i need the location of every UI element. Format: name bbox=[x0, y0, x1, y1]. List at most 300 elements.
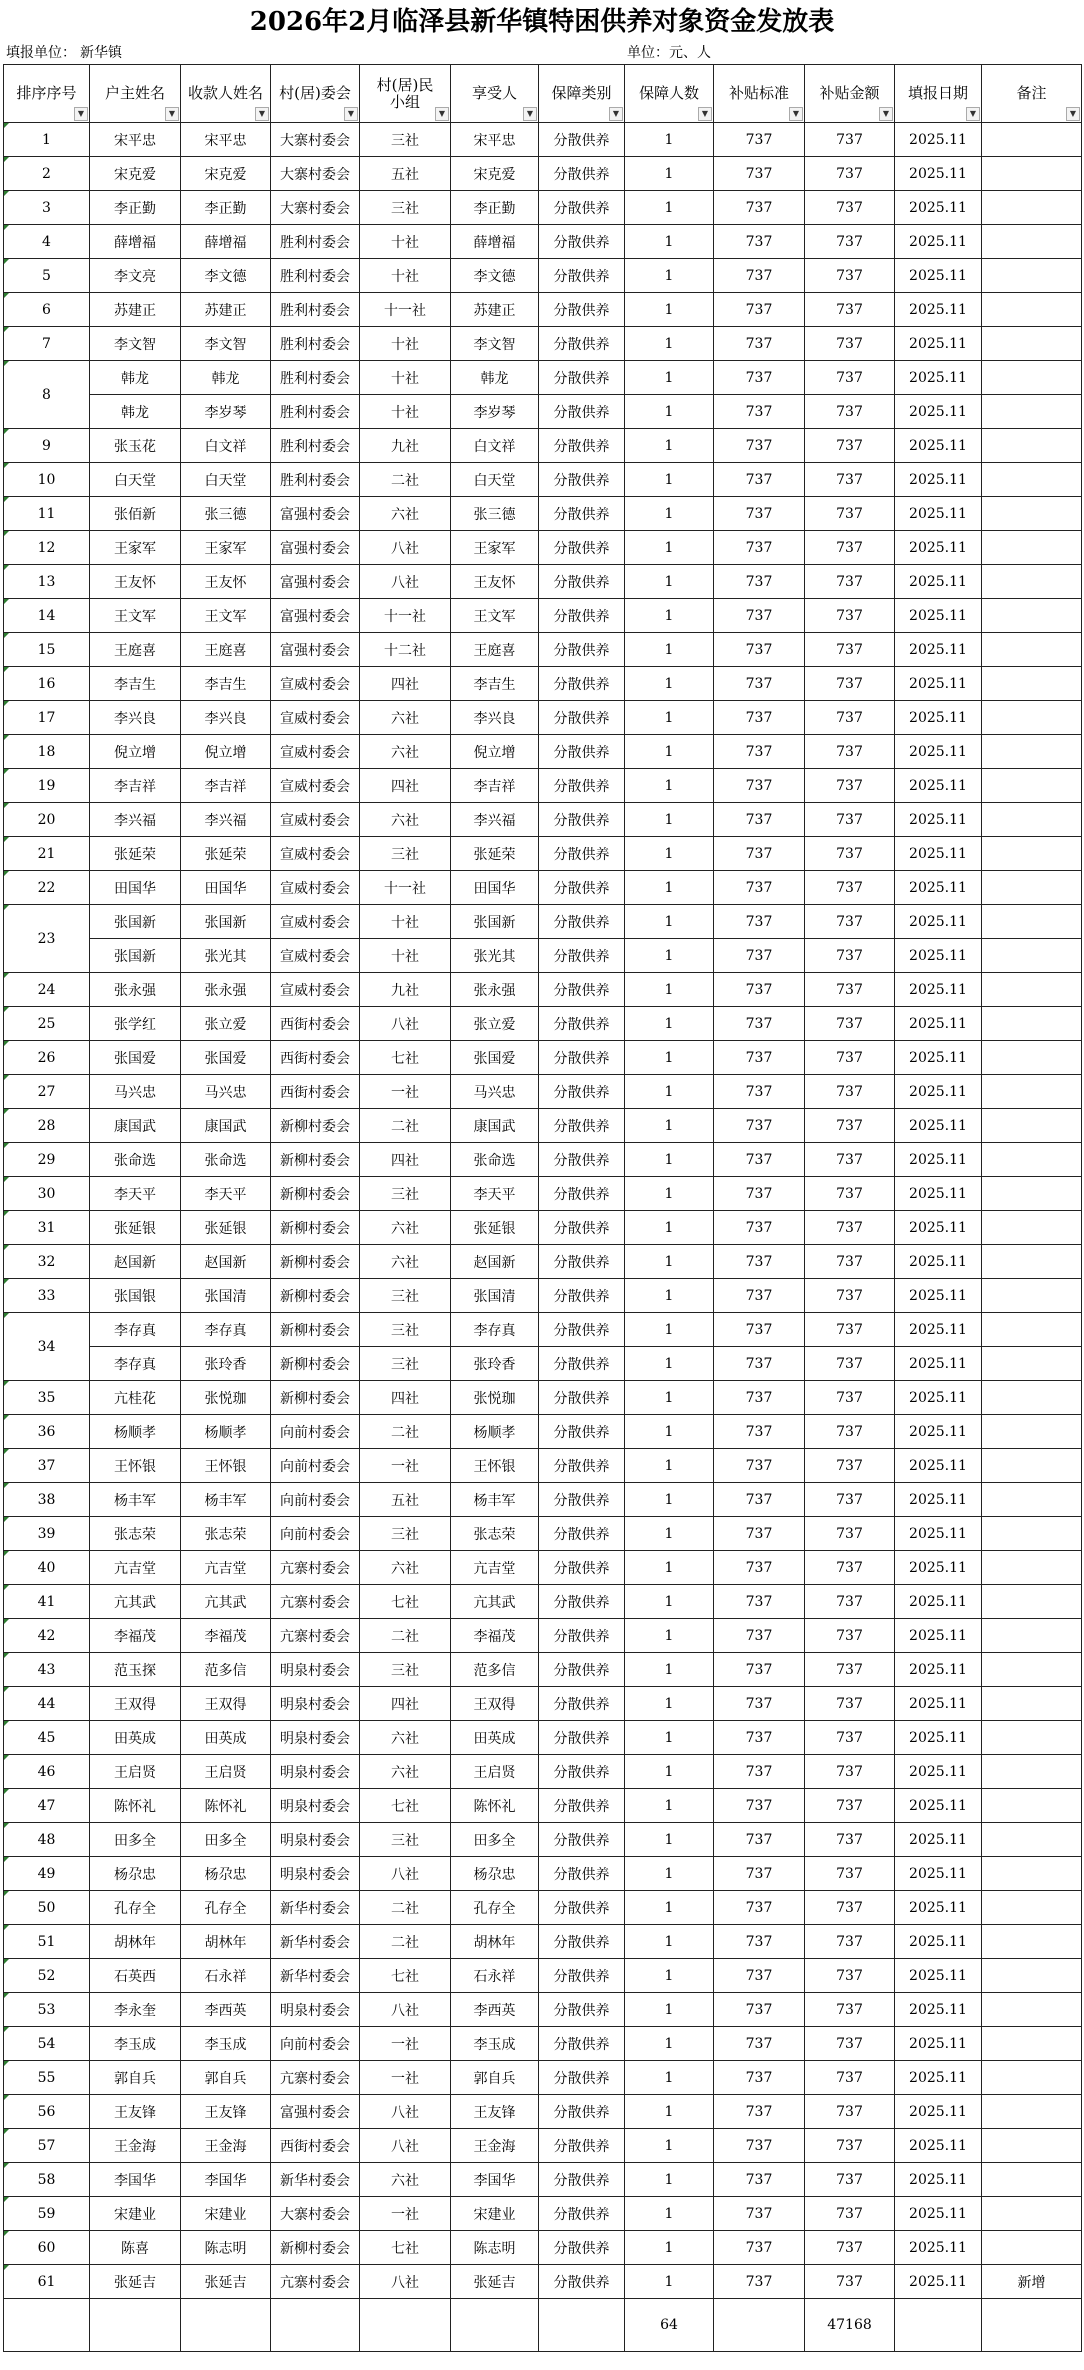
village-cell[interactable]: 西街村委会 bbox=[271, 1041, 360, 1075]
household-head-cell[interactable]: 马兴忠 bbox=[90, 1075, 181, 1109]
count-cell[interactable]: 1 bbox=[625, 735, 714, 769]
payee-cell[interactable]: 张玲香 bbox=[181, 1347, 271, 1381]
standard-cell[interactable]: 737 bbox=[714, 871, 805, 905]
beneficiary-cell[interactable]: 倪立增 bbox=[451, 735, 539, 769]
village-cell[interactable]: 宣威村委会 bbox=[271, 973, 360, 1007]
category-cell[interactable]: 分散供养 bbox=[539, 1177, 625, 1211]
count-cell[interactable]: 1 bbox=[625, 1143, 714, 1177]
household-head-cell[interactable]: 康国武 bbox=[90, 1109, 181, 1143]
count-cell[interactable]: 1 bbox=[625, 1891, 714, 1925]
amount-cell[interactable]: 737 bbox=[805, 123, 895, 157]
household-head-cell[interactable]: 李国华 bbox=[90, 2163, 181, 2197]
totals-cell[interactable] bbox=[90, 2299, 181, 2352]
category-cell[interactable]: 分散供养 bbox=[539, 225, 625, 259]
standard-cell[interactable]: 737 bbox=[714, 667, 805, 701]
category-cell[interactable]: 分散供养 bbox=[539, 1585, 625, 1619]
household-head-cell[interactable]: 范玉探 bbox=[90, 1653, 181, 1687]
count-cell[interactable]: 1 bbox=[625, 1075, 714, 1109]
count-cell[interactable]: 1 bbox=[625, 497, 714, 531]
beneficiary-cell[interactable]: 苏建正 bbox=[451, 293, 539, 327]
count-cell[interactable]: 1 bbox=[625, 769, 714, 803]
household-head-cell[interactable]: 张国新 bbox=[90, 905, 181, 939]
count-cell[interactable]: 1 bbox=[625, 1483, 714, 1517]
beneficiary-cell[interactable]: 李玉成 bbox=[451, 2027, 539, 2061]
standard-cell[interactable]: 737 bbox=[714, 2061, 805, 2095]
date-cell[interactable]: 2025.11 bbox=[895, 327, 982, 361]
seq-cell[interactable]: 39 bbox=[4, 1517, 90, 1551]
beneficiary-cell[interactable]: 张延银 bbox=[451, 1211, 539, 1245]
household-head-cell[interactable]: 亢其武 bbox=[90, 1585, 181, 1619]
count-cell[interactable]: 1 bbox=[625, 259, 714, 293]
amount-cell[interactable]: 737 bbox=[805, 871, 895, 905]
count-cell[interactable]: 1 bbox=[625, 1415, 714, 1449]
header-seq[interactable] bbox=[4, 65, 90, 123]
village-cell[interactable]: 新柳村委会 bbox=[271, 2231, 360, 2265]
category-cell[interactable]: 分散供养 bbox=[539, 1823, 625, 1857]
village-cell[interactable]: 富强村委会 bbox=[271, 633, 360, 667]
village-cell[interactable]: 亢寨村委会 bbox=[271, 1619, 360, 1653]
payee-cell[interactable]: 田英成 bbox=[181, 1721, 271, 1755]
group-cell[interactable]: 十社 bbox=[360, 939, 451, 973]
group-cell[interactable]: 八社 bbox=[360, 565, 451, 599]
group-cell[interactable]: 一社 bbox=[360, 2197, 451, 2231]
date-cell[interactable]: 2025.11 bbox=[895, 803, 982, 837]
count-cell[interactable]: 1 bbox=[625, 157, 714, 191]
seq-cell[interactable]: 35 bbox=[4, 1381, 90, 1415]
category-cell[interactable]: 分散供养 bbox=[539, 395, 625, 429]
date-cell[interactable]: 2025.11 bbox=[895, 293, 982, 327]
category-cell[interactable]: 分散供养 bbox=[539, 667, 625, 701]
standard-cell[interactable]: 737 bbox=[714, 735, 805, 769]
beneficiary-cell[interactable]: 李岁琴 bbox=[451, 395, 539, 429]
group-cell[interactable]: 九社 bbox=[360, 429, 451, 463]
amount-cell[interactable]: 737 bbox=[805, 973, 895, 1007]
household-head-cell[interactable]: 张国银 bbox=[90, 1279, 181, 1313]
village-cell[interactable]: 新华村委会 bbox=[271, 1959, 360, 1993]
standard-cell[interactable]: 737 bbox=[714, 2027, 805, 2061]
seq-cell[interactable]: 50 bbox=[4, 1891, 90, 1925]
household-head-cell[interactable]: 张佰新 bbox=[90, 497, 181, 531]
beneficiary-cell[interactable]: 宋建业 bbox=[451, 2197, 539, 2231]
payee-cell[interactable]: 王友怀 bbox=[181, 565, 271, 599]
seq-cell[interactable]: 21 bbox=[4, 837, 90, 871]
group-cell[interactable]: 四社 bbox=[360, 1381, 451, 1415]
payee-cell[interactable]: 张国爱 bbox=[181, 1041, 271, 1075]
count-cell[interactable]: 1 bbox=[625, 1993, 714, 2027]
amount-cell[interactable]: 737 bbox=[805, 463, 895, 497]
standard-cell[interactable]: 737 bbox=[714, 1211, 805, 1245]
category-cell[interactable]: 分散供养 bbox=[539, 1993, 625, 2027]
group-cell[interactable]: 四社 bbox=[360, 667, 451, 701]
count-cell[interactable]: 1 bbox=[625, 2095, 714, 2129]
household-head-cell[interactable]: 郭自兵 bbox=[90, 2061, 181, 2095]
category-cell[interactable]: 分散供养 bbox=[539, 837, 625, 871]
date-cell[interactable]: 2025.11 bbox=[895, 1449, 982, 1483]
group-cell[interactable]: 十二社 bbox=[360, 633, 451, 667]
amount-cell[interactable]: 737 bbox=[805, 769, 895, 803]
seq-cell[interactable]: 60 bbox=[4, 2231, 90, 2265]
household-head-cell[interactable]: 宋平忠 bbox=[90, 123, 181, 157]
household-head-cell[interactable]: 李文智 bbox=[90, 327, 181, 361]
count-cell[interactable]: 1 bbox=[625, 225, 714, 259]
standard-cell[interactable]: 737 bbox=[714, 1007, 805, 1041]
date-cell[interactable]: 2025.11 bbox=[895, 1857, 982, 1891]
count-cell[interactable]: 1 bbox=[625, 565, 714, 599]
standard-cell[interactable]: 737 bbox=[714, 2163, 805, 2197]
group-cell[interactable]: 四社 bbox=[360, 1143, 451, 1177]
amount-cell[interactable]: 737 bbox=[805, 1993, 895, 2027]
payee-cell[interactable]: 李吉祥 bbox=[181, 769, 271, 803]
note-cell[interactable] bbox=[982, 1619, 1082, 1653]
amount-cell[interactable]: 737 bbox=[805, 1415, 895, 1449]
seq-cell[interactable]: 32 bbox=[4, 1245, 90, 1279]
group-cell[interactable]: 六社 bbox=[360, 803, 451, 837]
seq-cell[interactable]: 3 bbox=[4, 191, 90, 225]
beneficiary-cell[interactable]: 赵国新 bbox=[451, 1245, 539, 1279]
note-cell[interactable] bbox=[982, 1517, 1082, 1551]
seq-cell[interactable]: 12 bbox=[4, 531, 90, 565]
group-cell[interactable]: 八社 bbox=[360, 2265, 451, 2299]
date-cell[interactable]: 2025.11 bbox=[895, 939, 982, 973]
payee-cell[interactable]: 张永强 bbox=[181, 973, 271, 1007]
seq-cell[interactable]: 6 bbox=[4, 293, 90, 327]
category-cell[interactable]: 分散供养 bbox=[539, 1279, 625, 1313]
beneficiary-cell[interactable]: 张延荣 bbox=[451, 837, 539, 871]
household-head-cell[interactable]: 田英成 bbox=[90, 1721, 181, 1755]
beneficiary-cell[interactable]: 康国武 bbox=[451, 1109, 539, 1143]
date-cell[interactable]: 2025.11 bbox=[895, 871, 982, 905]
group-cell[interactable]: 六社 bbox=[360, 497, 451, 531]
category-cell[interactable]: 分散供养 bbox=[539, 2197, 625, 2231]
count-cell[interactable]: 1 bbox=[625, 191, 714, 225]
note-cell[interactable] bbox=[982, 701, 1082, 735]
payee-cell[interactable]: 李正勤 bbox=[181, 191, 271, 225]
date-cell[interactable]: 2025.11 bbox=[895, 191, 982, 225]
seq-cell[interactable]: 61 bbox=[4, 2265, 90, 2299]
payee-cell[interactable]: 李福茂 bbox=[181, 1619, 271, 1653]
date-cell[interactable]: 2025.11 bbox=[895, 1483, 982, 1517]
household-head-cell[interactable]: 王友锋 bbox=[90, 2095, 181, 2129]
count-cell[interactable]: 1 bbox=[625, 701, 714, 735]
household-head-cell[interactable]: 李兴良 bbox=[90, 701, 181, 735]
payee-cell[interactable]: 康国武 bbox=[181, 1109, 271, 1143]
note-cell[interactable] bbox=[982, 2163, 1082, 2197]
household-head-cell[interactable]: 白天堂 bbox=[90, 463, 181, 497]
seq-cell[interactable]: 34 bbox=[4, 1313, 90, 1381]
date-cell[interactable]: 2025.11 bbox=[895, 1279, 982, 1313]
count-cell[interactable]: 1 bbox=[625, 531, 714, 565]
totals-cell[interactable] bbox=[895, 2299, 982, 2352]
header-village[interactable] bbox=[271, 65, 360, 123]
date-cell[interactable]: 2025.11 bbox=[895, 429, 982, 463]
payee-cell[interactable]: 李文智 bbox=[181, 327, 271, 361]
count-cell[interactable]: 1 bbox=[625, 123, 714, 157]
date-cell[interactable]: 2025.11 bbox=[895, 1687, 982, 1721]
note-cell[interactable] bbox=[982, 395, 1082, 429]
amount-cell[interactable]: 737 bbox=[805, 157, 895, 191]
household-head-cell[interactable]: 张延银 bbox=[90, 1211, 181, 1245]
seq-cell[interactable]: 14 bbox=[4, 599, 90, 633]
amount-cell[interactable]: 737 bbox=[805, 2095, 895, 2129]
village-cell[interactable]: 新柳村委会 bbox=[271, 1177, 360, 1211]
group-cell[interactable]: 八社 bbox=[360, 2129, 451, 2163]
note-cell[interactable] bbox=[982, 2061, 1082, 2095]
village-cell[interactable]: 亢寨村委会 bbox=[271, 2061, 360, 2095]
count-cell[interactable]: 1 bbox=[625, 1721, 714, 1755]
standard-cell[interactable]: 737 bbox=[714, 225, 805, 259]
seq-cell[interactable]: 47 bbox=[4, 1789, 90, 1823]
beneficiary-cell[interactable]: 石永祥 bbox=[451, 1959, 539, 1993]
seq-cell[interactable]: 59 bbox=[4, 2197, 90, 2231]
note-cell[interactable] bbox=[982, 1075, 1082, 1109]
beneficiary-cell[interactable]: 薛增福 bbox=[451, 225, 539, 259]
amount-cell[interactable]: 737 bbox=[805, 293, 895, 327]
group-cell[interactable]: 八社 bbox=[360, 1857, 451, 1891]
village-cell[interactable]: 新柳村委会 bbox=[271, 1109, 360, 1143]
village-cell[interactable]: 明泉村委会 bbox=[271, 1789, 360, 1823]
group-cell[interactable]: 八社 bbox=[360, 1007, 451, 1041]
payee-cell[interactable]: 张延荣 bbox=[181, 837, 271, 871]
payee-cell[interactable]: 张国清 bbox=[181, 1279, 271, 1313]
note-cell[interactable] bbox=[982, 225, 1082, 259]
count-cell[interactable]: 1 bbox=[625, 2061, 714, 2095]
payee-cell[interactable]: 马兴忠 bbox=[181, 1075, 271, 1109]
standard-cell[interactable]: 737 bbox=[714, 1075, 805, 1109]
category-cell[interactable]: 分散供养 bbox=[539, 1143, 625, 1177]
standard-cell[interactable]: 737 bbox=[714, 633, 805, 667]
village-cell[interactable]: 富强村委会 bbox=[271, 599, 360, 633]
household-head-cell[interactable]: 王文军 bbox=[90, 599, 181, 633]
header-amount[interactable] bbox=[805, 65, 895, 123]
amount-cell[interactable]: 737 bbox=[805, 395, 895, 429]
category-cell[interactable]: 分散供养 bbox=[539, 973, 625, 1007]
village-cell[interactable]: 富强村委会 bbox=[271, 531, 360, 565]
payee-cell[interactable]: 石永祥 bbox=[181, 1959, 271, 1993]
beneficiary-cell[interactable]: 杨丰军 bbox=[451, 1483, 539, 1517]
group-cell[interactable]: 三社 bbox=[360, 1279, 451, 1313]
payee-cell[interactable]: 李天平 bbox=[181, 1177, 271, 1211]
amount-cell[interactable]: 737 bbox=[805, 361, 895, 395]
amount-cell[interactable]: 737 bbox=[805, 667, 895, 701]
amount-cell[interactable]: 737 bbox=[805, 259, 895, 293]
village-cell[interactable]: 亢寨村委会 bbox=[271, 1551, 360, 1585]
count-cell[interactable]: 1 bbox=[625, 1347, 714, 1381]
payee-cell[interactable]: 胡林年 bbox=[181, 1925, 271, 1959]
filter-dropdown-icon[interactable]: ▼ bbox=[435, 107, 449, 121]
group-cell[interactable]: 一社 bbox=[360, 2061, 451, 2095]
payee-cell[interactable]: 张立爱 bbox=[181, 1007, 271, 1041]
payee-cell[interactable]: 张志荣 bbox=[181, 1517, 271, 1551]
seq-cell[interactable]: 55 bbox=[4, 2061, 90, 2095]
count-cell[interactable]: 1 bbox=[625, 1313, 714, 1347]
village-cell[interactable]: 宣威村委会 bbox=[271, 905, 360, 939]
count-cell[interactable]: 1 bbox=[625, 1687, 714, 1721]
standard-cell[interactable]: 737 bbox=[714, 1347, 805, 1381]
seq-cell[interactable]: 5 bbox=[4, 259, 90, 293]
standard-cell[interactable]: 737 bbox=[714, 599, 805, 633]
count-cell[interactable]: 1 bbox=[625, 1755, 714, 1789]
village-cell[interactable]: 胜利村委会 bbox=[271, 395, 360, 429]
category-cell[interactable]: 分散供养 bbox=[539, 1517, 625, 1551]
category-cell[interactable]: 分散供养 bbox=[539, 1619, 625, 1653]
household-head-cell[interactable]: 李正勤 bbox=[90, 191, 181, 225]
group-cell[interactable]: 八社 bbox=[360, 1993, 451, 2027]
village-cell[interactable]: 胜利村委会 bbox=[271, 327, 360, 361]
group-cell[interactable]: 六社 bbox=[360, 2163, 451, 2197]
totals-cell[interactable] bbox=[539, 2299, 625, 2352]
category-cell[interactable]: 分散供养 bbox=[539, 2061, 625, 2095]
filter-dropdown-icon[interactable]: ▼ bbox=[1066, 107, 1080, 121]
payee-cell[interactable]: 张光其 bbox=[181, 939, 271, 973]
village-cell[interactable]: 新柳村委会 bbox=[271, 1245, 360, 1279]
standard-cell[interactable]: 737 bbox=[714, 157, 805, 191]
seq-cell[interactable]: 27 bbox=[4, 1075, 90, 1109]
standard-cell[interactable]: 737 bbox=[714, 123, 805, 157]
village-cell[interactable]: 富强村委会 bbox=[271, 565, 360, 599]
amount-cell[interactable]: 737 bbox=[805, 1619, 895, 1653]
date-cell[interactable]: 2025.11 bbox=[895, 1177, 982, 1211]
category-cell[interactable]: 分散供养 bbox=[539, 1959, 625, 1993]
seq-cell[interactable]: 16 bbox=[4, 667, 90, 701]
amount-cell[interactable]: 737 bbox=[805, 1313, 895, 1347]
village-cell[interactable]: 胜利村委会 bbox=[271, 361, 360, 395]
note-cell[interactable] bbox=[982, 1449, 1082, 1483]
category-cell[interactable]: 分散供养 bbox=[539, 123, 625, 157]
seq-cell[interactable]: 9 bbox=[4, 429, 90, 463]
amount-cell[interactable]: 737 bbox=[805, 1245, 895, 1279]
group-cell[interactable]: 三社 bbox=[360, 123, 451, 157]
count-cell[interactable]: 1 bbox=[625, 1279, 714, 1313]
village-cell[interactable]: 富强村委会 bbox=[271, 497, 360, 531]
payee-cell[interactable]: 陈志明 bbox=[181, 2231, 271, 2265]
category-cell[interactable]: 分散供养 bbox=[539, 1551, 625, 1585]
count-cell[interactable]: 1 bbox=[625, 2129, 714, 2163]
count-cell[interactable]: 1 bbox=[625, 2027, 714, 2061]
note-cell[interactable] bbox=[982, 1993, 1082, 2027]
note-cell[interactable] bbox=[982, 599, 1082, 633]
village-cell[interactable]: 宣威村委会 bbox=[271, 769, 360, 803]
note-cell[interactable] bbox=[982, 463, 1082, 497]
seq-cell[interactable]: 25 bbox=[4, 1007, 90, 1041]
household-head-cell[interactable]: 李永奎 bbox=[90, 1993, 181, 2027]
group-cell[interactable]: 一社 bbox=[360, 1075, 451, 1109]
household-head-cell[interactable]: 宋建业 bbox=[90, 2197, 181, 2231]
beneficiary-cell[interactable]: 郭自兵 bbox=[451, 2061, 539, 2095]
standard-cell[interactable]: 737 bbox=[714, 1993, 805, 2027]
category-cell[interactable]: 分散供养 bbox=[539, 531, 625, 565]
category-cell[interactable]: 分散供养 bbox=[539, 1211, 625, 1245]
beneficiary-cell[interactable]: 王友锋 bbox=[451, 2095, 539, 2129]
category-cell[interactable]: 分散供养 bbox=[539, 293, 625, 327]
group-cell[interactable]: 五社 bbox=[360, 1483, 451, 1517]
payee-cell[interactable]: 张悦珈 bbox=[181, 1381, 271, 1415]
household-head-cell[interactable]: 李吉生 bbox=[90, 667, 181, 701]
beneficiary-cell[interactable]: 宋平忠 bbox=[451, 123, 539, 157]
amount-cell[interactable]: 737 bbox=[805, 497, 895, 531]
amount-cell[interactable]: 737 bbox=[805, 2027, 895, 2061]
amount-cell[interactable]: 737 bbox=[805, 1279, 895, 1313]
date-cell[interactable]: 2025.11 bbox=[895, 701, 982, 735]
household-head-cell[interactable]: 赵国新 bbox=[90, 1245, 181, 1279]
beneficiary-cell[interactable]: 马兴忠 bbox=[451, 1075, 539, 1109]
count-cell[interactable]: 1 bbox=[625, 2265, 714, 2299]
group-cell[interactable]: 二社 bbox=[360, 1415, 451, 1449]
payee-cell[interactable]: 苏建正 bbox=[181, 293, 271, 327]
date-cell[interactable]: 2025.11 bbox=[895, 1245, 982, 1279]
household-head-cell[interactable]: 李文亮 bbox=[90, 259, 181, 293]
count-cell[interactable]: 1 bbox=[625, 2231, 714, 2265]
amount-cell[interactable]: 737 bbox=[805, 803, 895, 837]
amount-cell[interactable]: 737 bbox=[805, 1177, 895, 1211]
standard-cell[interactable]: 737 bbox=[714, 1687, 805, 1721]
standard-cell[interactable]: 737 bbox=[714, 327, 805, 361]
household-head-cell[interactable]: 孔存全 bbox=[90, 1891, 181, 1925]
seq-cell[interactable]: 48 bbox=[4, 1823, 90, 1857]
seq-cell[interactable]: 26 bbox=[4, 1041, 90, 1075]
beneficiary-cell[interactable]: 李天平 bbox=[451, 1177, 539, 1211]
date-cell[interactable]: 2025.11 bbox=[895, 2197, 982, 2231]
group-cell[interactable]: 十一社 bbox=[360, 871, 451, 905]
count-cell[interactable]: 1 bbox=[625, 395, 714, 429]
beneficiary-cell[interactable]: 张三德 bbox=[451, 497, 539, 531]
group-cell[interactable]: 七社 bbox=[360, 1585, 451, 1619]
village-cell[interactable]: 新柳村委会 bbox=[271, 1143, 360, 1177]
payee-cell[interactable]: 薛增福 bbox=[181, 225, 271, 259]
date-cell[interactable]: 2025.11 bbox=[895, 1993, 982, 2027]
household-head-cell[interactable]: 田国华 bbox=[90, 871, 181, 905]
note-cell[interactable] bbox=[982, 871, 1082, 905]
beneficiary-cell[interactable]: 王文军 bbox=[451, 599, 539, 633]
amount-cell[interactable]: 737 bbox=[805, 225, 895, 259]
totals-cell[interactable] bbox=[181, 2299, 271, 2352]
date-cell[interactable]: 2025.11 bbox=[895, 2129, 982, 2163]
category-cell[interactable]: 分散供养 bbox=[539, 1721, 625, 1755]
note-cell[interactable] bbox=[982, 2129, 1082, 2163]
standard-cell[interactable]: 737 bbox=[714, 1959, 805, 1993]
seq-cell[interactable]: 51 bbox=[4, 1925, 90, 1959]
household-head-cell[interactable]: 田多全 bbox=[90, 1823, 181, 1857]
group-cell[interactable]: 三社 bbox=[360, 1313, 451, 1347]
household-head-cell[interactable]: 杨顺孝 bbox=[90, 1415, 181, 1449]
payee-cell[interactable]: 张命选 bbox=[181, 1143, 271, 1177]
group-cell[interactable]: 十社 bbox=[360, 225, 451, 259]
seq-cell[interactable]: 58 bbox=[4, 2163, 90, 2197]
date-cell[interactable]: 2025.11 bbox=[895, 1721, 982, 1755]
category-cell[interactable]: 分散供养 bbox=[539, 1245, 625, 1279]
date-cell[interactable]: 2025.11 bbox=[895, 1075, 982, 1109]
group-cell[interactable]: 一社 bbox=[360, 1449, 451, 1483]
household-head-cell[interactable]: 石英西 bbox=[90, 1959, 181, 1993]
seq-cell[interactable]: 36 bbox=[4, 1415, 90, 1449]
note-cell[interactable] bbox=[982, 497, 1082, 531]
amount-cell[interactable]: 737 bbox=[805, 1857, 895, 1891]
payee-cell[interactable]: 李兴良 bbox=[181, 701, 271, 735]
date-cell[interactable]: 2025.11 bbox=[895, 259, 982, 293]
seq-cell[interactable]: 29 bbox=[4, 1143, 90, 1177]
count-cell[interactable]: 1 bbox=[625, 1551, 714, 1585]
header-category[interactable] bbox=[539, 65, 625, 123]
household-head-cell[interactable]: 李福茂 bbox=[90, 1619, 181, 1653]
seq-cell[interactable]: 52 bbox=[4, 1959, 90, 1993]
group-cell[interactable]: 六社 bbox=[360, 1755, 451, 1789]
date-cell[interactable]: 2025.11 bbox=[895, 395, 982, 429]
group-cell[interactable]: 二社 bbox=[360, 1891, 451, 1925]
village-cell[interactable]: 宣威村委会 bbox=[271, 939, 360, 973]
note-cell[interactable] bbox=[982, 1721, 1082, 1755]
standard-cell[interactable]: 737 bbox=[714, 463, 805, 497]
beneficiary-cell[interactable]: 王金海 bbox=[451, 2129, 539, 2163]
totals-cell[interactable] bbox=[982, 2299, 1082, 2352]
